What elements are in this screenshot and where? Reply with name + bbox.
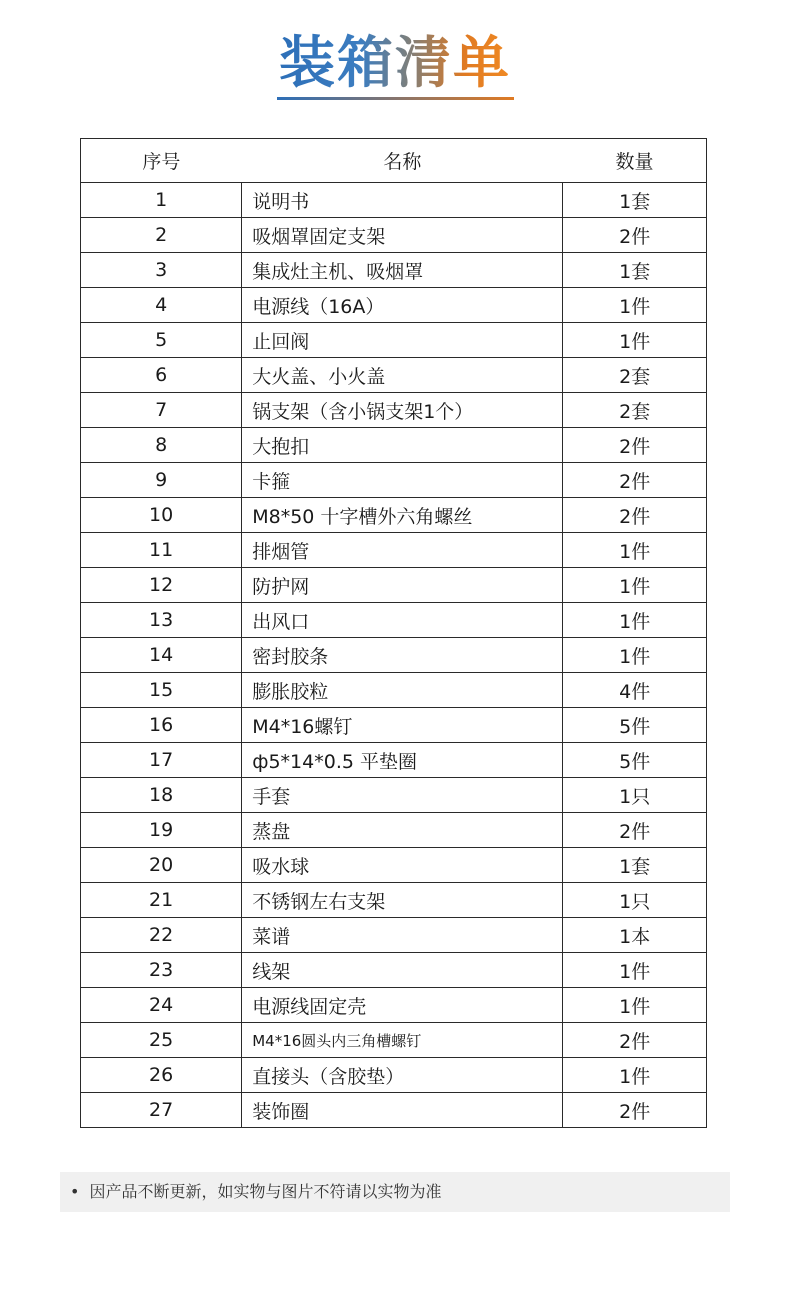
item-name: M4*16螺钉 <box>242 708 563 743</box>
table-row <box>81 463 707 498</box>
item-no: 24 <box>81 988 242 1023</box>
item-no: 2 <box>81 218 242 253</box>
table-row <box>81 953 707 988</box>
item-no: 11 <box>81 533 242 568</box>
item-no: 5 <box>81 323 242 358</box>
item-qty: 2件 <box>563 463 707 498</box>
item-qty: 2套 <box>563 358 707 393</box>
table-row <box>81 813 707 848</box>
item-qty: 1件 <box>563 533 707 568</box>
item-no: 4 <box>81 288 242 323</box>
item-no: 13 <box>81 603 242 638</box>
item-qty: 1只 <box>563 778 707 813</box>
item-no: 19 <box>81 813 242 848</box>
table-row <box>81 498 707 533</box>
item-qty: 5件 <box>563 743 707 778</box>
item-name: 电源线固定壳 <box>242 988 563 1023</box>
item-no: 17 <box>81 743 242 778</box>
item-qty: 2套 <box>563 393 707 428</box>
item-name: 卡箍 <box>242 463 563 498</box>
table-row <box>81 988 707 1023</box>
table-header-row <box>81 139 707 183</box>
table-row <box>81 218 707 253</box>
item-name: M4*16圆头内三角槽螺钉 <box>242 1023 563 1058</box>
item-qty: 2件 <box>563 218 707 253</box>
item-no: 1 <box>81 183 242 218</box>
title-area <box>0 28 790 100</box>
item-no: 23 <box>81 953 242 988</box>
item-name: ф5*14*0.5 平垫圈 <box>242 743 563 778</box>
item-name: 膨胀胶粒 <box>242 673 563 708</box>
table-row <box>81 638 707 673</box>
item-qty: 2件 <box>563 1093 707 1128</box>
table-row <box>81 253 707 288</box>
item-name: 大抱扣 <box>242 428 563 463</box>
table-row <box>81 568 707 603</box>
header-name: 名称 <box>242 139 563 183</box>
item-qty: 4件 <box>563 673 707 708</box>
item-no: 26 <box>81 1058 242 1093</box>
item-name: M8*50 十字槽外六角螺丝 <box>242 498 563 533</box>
item-name: 菜谱 <box>242 918 563 953</box>
item-no: 14 <box>81 638 242 673</box>
item-qty: 1件 <box>563 988 707 1023</box>
table-row <box>81 1093 707 1128</box>
header-qty: 数量 <box>563 139 707 183</box>
item-qty: 1件 <box>563 323 707 358</box>
item-qty: 1件 <box>563 638 707 673</box>
item-qty: 1件 <box>563 953 707 988</box>
item-name: 说明书 <box>242 183 563 218</box>
table-row <box>81 1058 707 1093</box>
table-row <box>81 778 707 813</box>
item-qty: 1件 <box>563 1058 707 1093</box>
item-no: 9 <box>81 463 242 498</box>
bullet-icon: • <box>70 1182 80 1201</box>
item-name: 电源线（16A） <box>242 288 563 323</box>
item-qty: 2件 <box>563 428 707 463</box>
item-no: 8 <box>81 428 242 463</box>
item-name: 装饰圈 <box>242 1093 563 1128</box>
table-row <box>81 358 707 393</box>
item-qty: 1本 <box>563 918 707 953</box>
item-qty: 1套 <box>563 848 707 883</box>
item-name: 手套 <box>242 778 563 813</box>
disclaimer-note <box>60 1172 730 1212</box>
item-no: 7 <box>81 393 242 428</box>
packing-list-table <box>80 138 707 1128</box>
item-name: 蒸盘 <box>242 813 563 848</box>
table-row <box>81 288 707 323</box>
item-qty: 1套 <box>563 183 707 218</box>
item-no: 22 <box>81 918 242 953</box>
header-no: 序号 <box>81 139 242 183</box>
item-name: 排烟管 <box>242 533 563 568</box>
item-no: 20 <box>81 848 242 883</box>
item-qty: 1件 <box>563 288 707 323</box>
table-row <box>81 393 707 428</box>
item-name: 线架 <box>242 953 563 988</box>
item-no: 3 <box>81 253 242 288</box>
item-name: 大火盖、小火盖 <box>242 358 563 393</box>
table-row <box>81 708 707 743</box>
table-row <box>81 323 707 358</box>
item-qty: 2件 <box>563 498 707 533</box>
note-text: 因产品不断更新，如实物与图片不符请以实物为准 <box>89 1182 442 1201</box>
item-no: 21 <box>81 883 242 918</box>
item-qty: 2件 <box>563 1023 707 1058</box>
item-qty: 1套 <box>563 253 707 288</box>
item-no: 27 <box>81 1093 242 1128</box>
item-qty: 1件 <box>563 603 707 638</box>
title-underline <box>277 97 514 100</box>
table-row <box>81 603 707 638</box>
item-name: 防护网 <box>242 568 563 603</box>
item-name: 出风口 <box>242 603 563 638</box>
item-no: 25 <box>81 1023 242 1058</box>
item-qty: 1件 <box>563 568 707 603</box>
item-name: 锅支架（含小锅支架1个） <box>242 393 563 428</box>
table-row <box>81 743 707 778</box>
item-name: 止回阀 <box>242 323 563 358</box>
item-qty: 5件 <box>563 708 707 743</box>
item-no: 16 <box>81 708 242 743</box>
page-title: 装箱清单 <box>279 28 511 100</box>
item-no: 10 <box>81 498 242 533</box>
table-row <box>81 883 707 918</box>
table-row <box>81 533 707 568</box>
table-row <box>81 428 707 463</box>
item-name: 吸烟罩固定支架 <box>242 218 563 253</box>
item-name: 集成灶主机、吸烟罩 <box>242 253 563 288</box>
item-name: 吸水球 <box>242 848 563 883</box>
table-row <box>81 918 707 953</box>
item-no: 12 <box>81 568 242 603</box>
table-row <box>81 183 707 218</box>
item-name: 密封胶条 <box>242 638 563 673</box>
item-no: 6 <box>81 358 242 393</box>
table-row <box>81 1023 707 1058</box>
item-qty: 2件 <box>563 813 707 848</box>
item-name: 不锈钢左右支架 <box>242 883 563 918</box>
item-no: 15 <box>81 673 242 708</box>
item-name: 直接头（含胶垫） <box>242 1058 563 1093</box>
table-row <box>81 673 707 708</box>
table-row <box>81 848 707 883</box>
item-qty: 1只 <box>563 883 707 918</box>
item-no: 18 <box>81 778 242 813</box>
